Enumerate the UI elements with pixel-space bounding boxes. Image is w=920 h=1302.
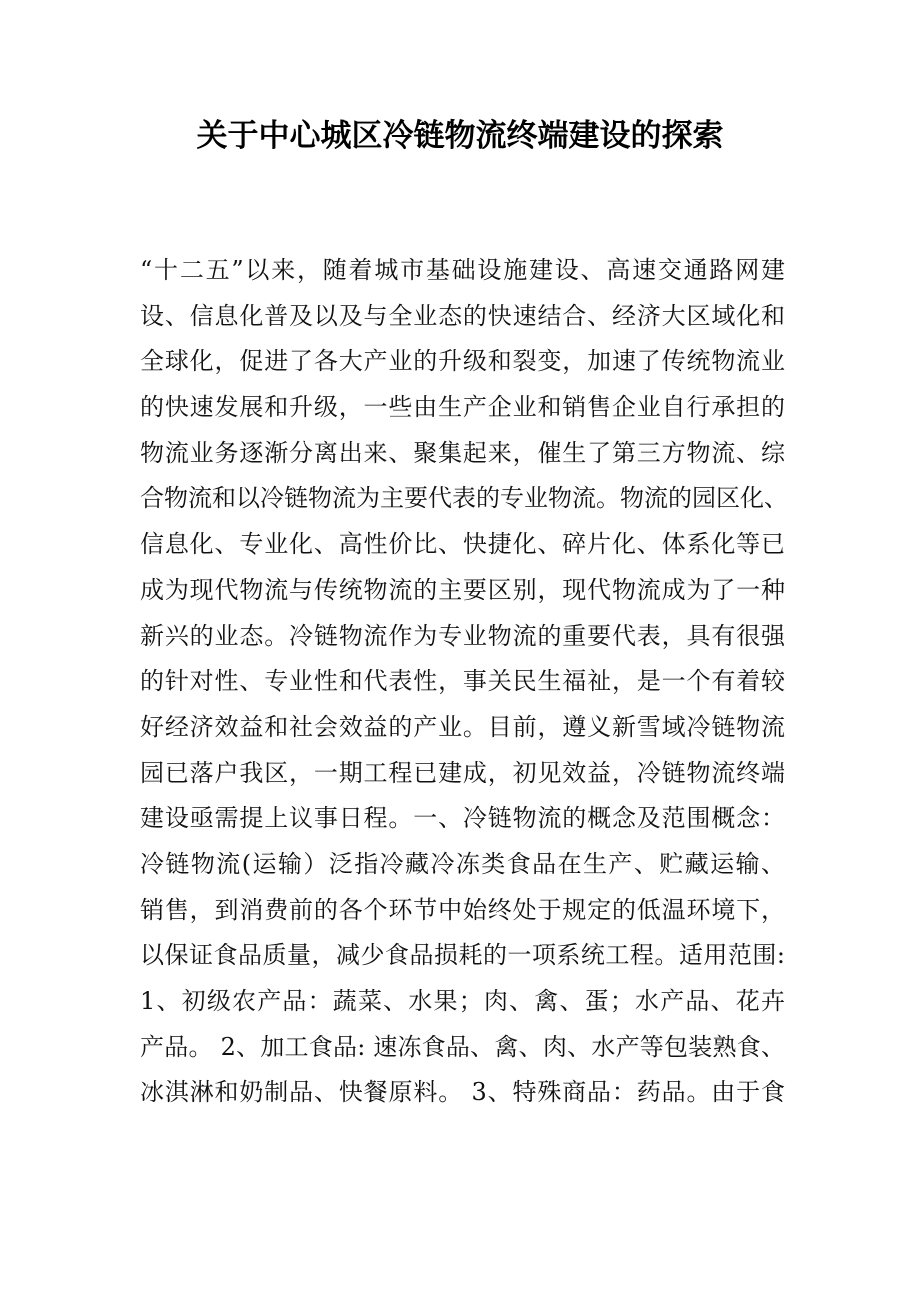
body-line: “十二五”以来，随着城市基础设施建设、高速交通路网建 [140, 256, 785, 284]
body-line: 销售，到消费前的各个环节中始终处于规定的低温环境下， [140, 895, 785, 924]
body-line: 设、信息化普及以及与全业态的快速结合、经济大区域化和 [140, 301, 785, 330]
body-line: 信息化、专业化、高性价比、快捷化、碎片化、体系化等已 [140, 530, 785, 559]
body-line: 建设亟需提上议事日程。一、冷链物流的概念及范围概念： [140, 804, 785, 833]
body-line: 合物流和以冷链物流为主要代表的专业物流。物流的园区化、 [140, 484, 788, 513]
body-line: 产品。 2、加工食品: 速冻食品、禽、肉、水产等包装熟食、 [140, 1032, 785, 1061]
document-title: 关于中心城区冷链物流终端建设的探索 [196, 118, 724, 154]
body-line: 好经济效益和社会效益的产业。目前，遵义新雪域冷链物流 [140, 712, 785, 741]
body-line: 1、初级农产品：蔬菜、水果；肉、禽、蛋；水产品、花卉 [140, 987, 785, 1015]
body-line: 物流业务逐渐分离出来、聚集起来，催生了第三方物流、综 [140, 438, 785, 467]
body-line: 园已落户我区，一期工程已建成，初见效益，冷链物流终端 [140, 758, 785, 787]
body-line: 冰淇淋和奶制品、快餐原料。 3、特殊商品：药品。由于食 [140, 1078, 785, 1107]
body-line: 全球化，促进了各大产业的升级和裂变，加速了传统物流业 [140, 347, 785, 376]
body-line: 新兴的业态。冷链物流作为专业物流的重要代表，具有很强 [140, 621, 785, 650]
body-line: 成为现代物流与传统物流的主要区别，现代物流成为了一种 [140, 575, 785, 604]
document-body [140, 248, 788, 1116]
body-line: 的快速发展和升级，一些由生产企业和销售企业自行承担的 [140, 393, 785, 422]
body-line: 以保证食品质量，减少食品损耗的一项系统工程。适用范围: [140, 941, 785, 970]
body-line: 的针对性、专业性和代表性，事关民生福祉，是一个有着较 [140, 667, 785, 696]
body-line: 冷链物流(运输）泛指冷藏冷冻类食品在生产、贮藏运输、 [140, 849, 785, 878]
